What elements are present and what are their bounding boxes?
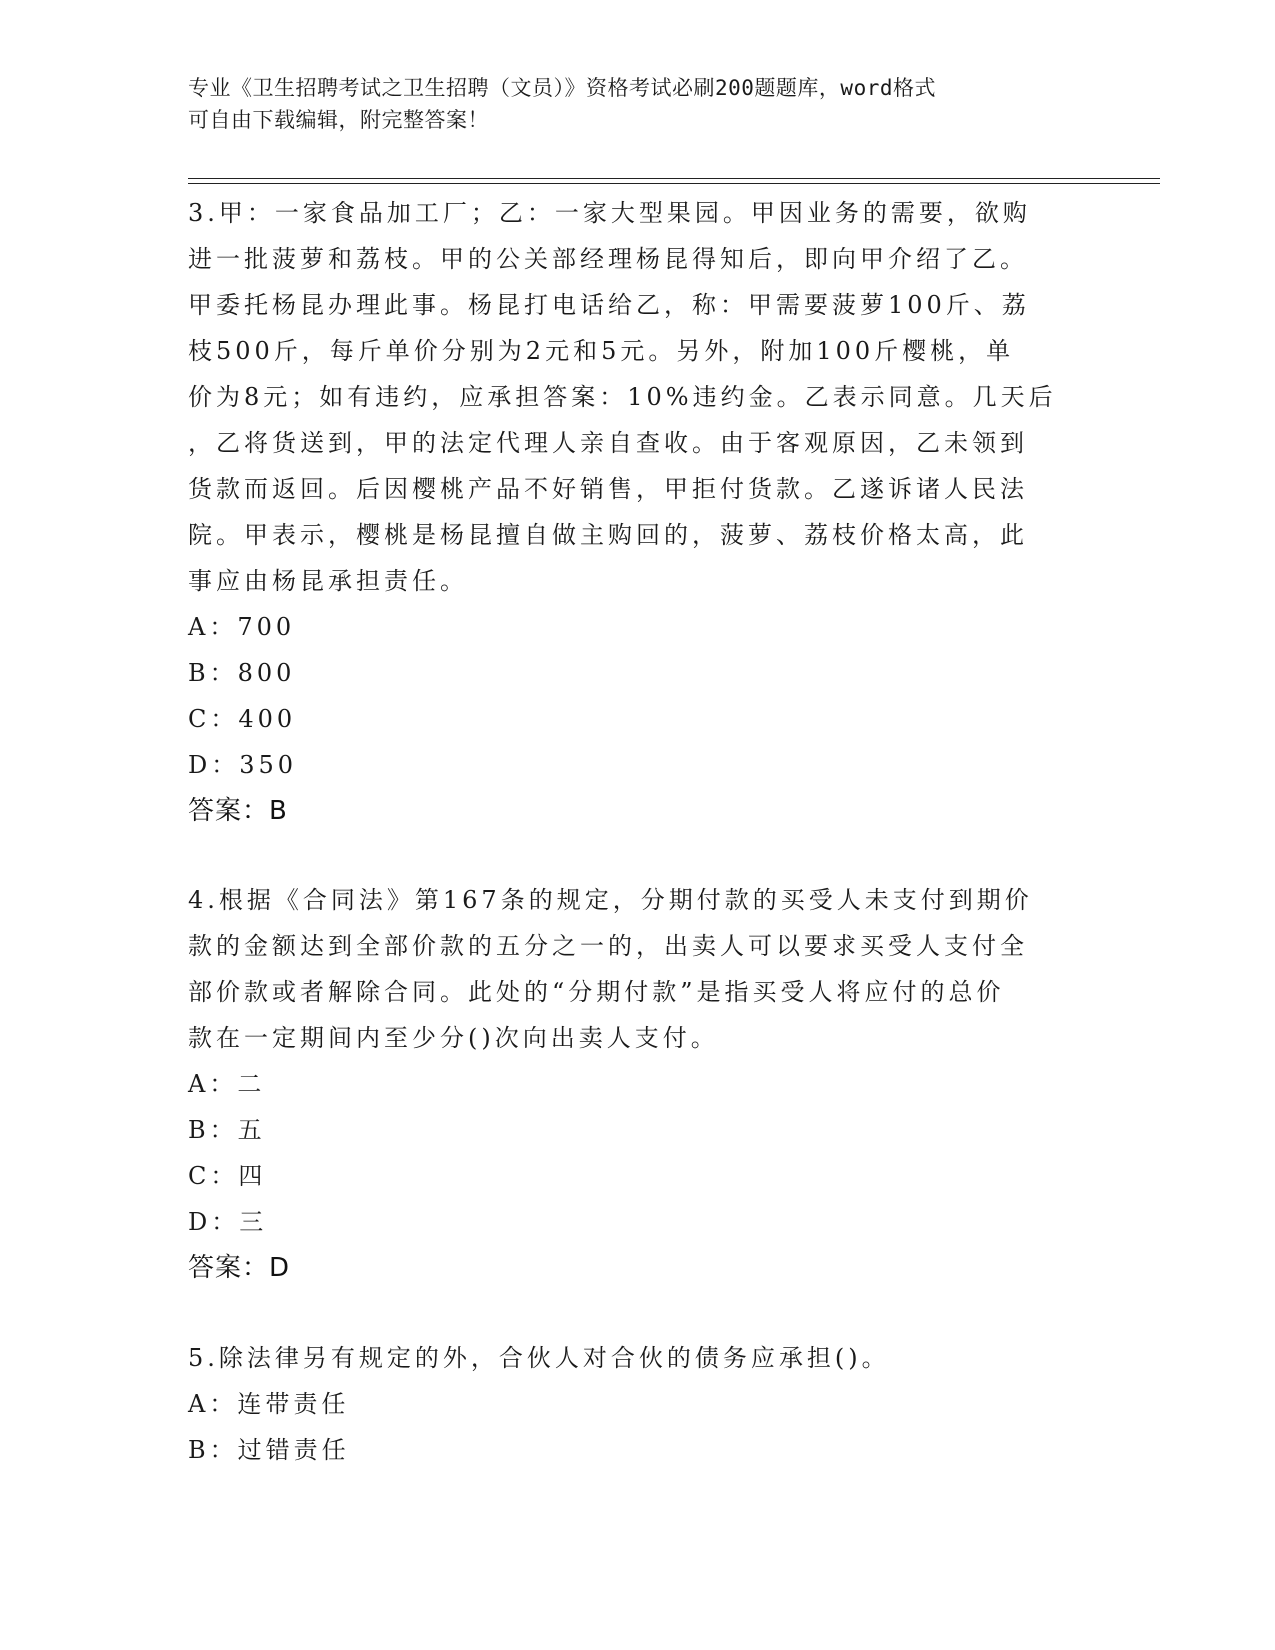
header-line-2: 可自由下载编辑，附完整答案！ [188, 108, 489, 132]
stem-line: 4.根据《合同法》第167条的规定，分期付款的买受人未支付到期价 [188, 886, 1033, 914]
stem-line: 枝500斤，每斤单价分别为2元和5元。另外，附加100斤樱桃，单 [188, 337, 1015, 365]
stem-line: 部价款或者解除合同。此处的“分期付款”是指买受人将应付的总价 [188, 978, 1005, 1006]
stem-line: 3.甲：一家食品加工厂；乙：一家大型果园。甲因业务的需要，欲购 [188, 199, 1031, 227]
header-divider-bottom [188, 183, 1160, 184]
option-d: D：350 [188, 751, 298, 779]
option-b: B：五 [188, 1116, 266, 1144]
header-line-1: 专业《卫生招聘考试之卫生招聘（文员）》资格考试必刷200题题库，word格式 [188, 76, 936, 100]
stem-line: 甲委托杨昆办理此事。杨昆打电话给乙，称：甲需要菠萝100斤、荔 [188, 291, 1030, 319]
answer-label: 答案：B [188, 796, 288, 826]
header-divider-top [188, 178, 1160, 179]
stem-line: 进一批菠萝和荔枝。甲的公关部经理杨昆得知后，即向甲介绍了乙。 [188, 245, 1028, 273]
answer-label: 答案：D [188, 1253, 291, 1283]
stem-line: 款在一定期间内至少分()次向出卖人支付。 [188, 1024, 719, 1052]
option-c: C：400 [188, 705, 297, 733]
option-c: C：四 [188, 1162, 267, 1190]
stem-line: 货款而返回。后因樱桃产品不好销售，甲拒付货款。乙遂诉诸人民法 [188, 475, 1028, 503]
stem-line: ，乙将货送到，甲的法定代理人亲自查收。由于客观原因，乙未领到 [188, 429, 1028, 457]
option-b: B：800 [188, 659, 296, 687]
stem-line: 价为8元；如有违约，应承担答案：10%违约金。乙表示同意。几天后 [188, 383, 1057, 411]
option-a: A：700 [188, 613, 296, 641]
question-stem [188, 190, 1068, 604]
stem-line: 院。甲表示，樱桃是杨昆擅自做主购回的，菠萝、荔枝价格太高，此 [188, 521, 1028, 549]
stem-line: 5.除法律另有规定的外，合伙人对合伙的债务应承担()。 [188, 1344, 890, 1372]
stem-line: 事应由杨昆承担责任。 [188, 567, 468, 595]
question-stem [188, 1335, 1068, 1381]
option-a: A：二 [188, 1070, 266, 1098]
question-4 [188, 877, 1068, 1291]
question-3 [188, 190, 1068, 834]
option-a: A：连带责任 [188, 1390, 350, 1418]
question-5 [188, 1335, 1068, 1473]
stem-line: 款的金额达到全部价款的五分之一的，出卖人可以要求买受人支付全 [188, 932, 1028, 960]
document-header [188, 72, 1088, 136]
option-b: B：过错责任 [188, 1436, 350, 1464]
option-d: D：三 [188, 1208, 268, 1236]
question-stem [188, 877, 1068, 1061]
